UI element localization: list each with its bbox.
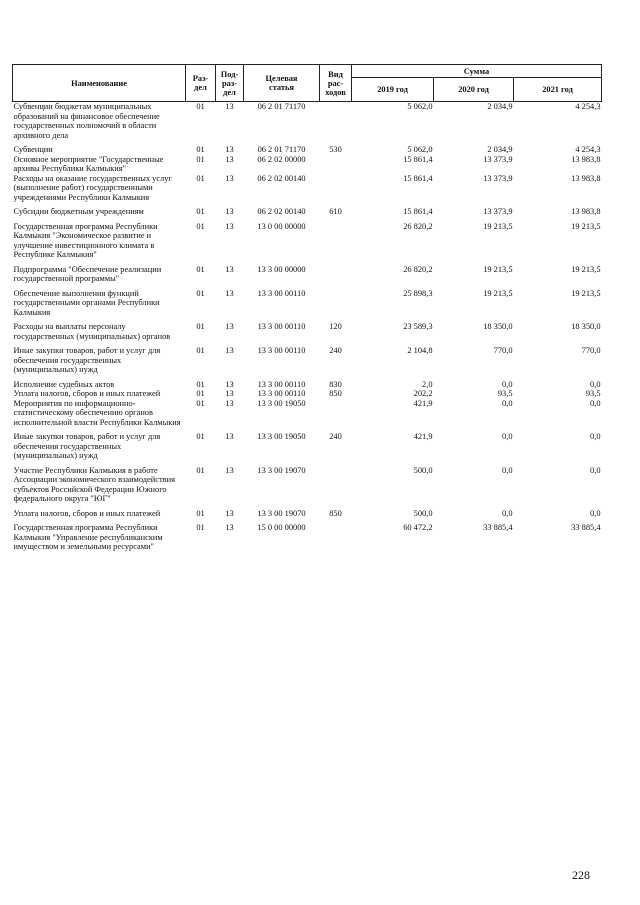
row-razdel: 01 bbox=[196, 154, 205, 164]
row-podrazdel: 13 bbox=[225, 465, 234, 475]
row-2021: 770,0 bbox=[581, 346, 601, 355]
row-razdel: 01 bbox=[196, 102, 205, 111]
row-vid bbox=[320, 102, 352, 146]
row-target: 06 2 01 71170 bbox=[257, 102, 306, 111]
row-podrazdel: 13 bbox=[225, 145, 234, 154]
row-2019: 26 820,2 bbox=[403, 264, 433, 274]
row-target: 13 3 00 19070 bbox=[257, 465, 306, 475]
row-vid: 530 bbox=[329, 145, 342, 154]
row-vid bbox=[320, 289, 352, 323]
row-vid bbox=[320, 222, 352, 265]
row-2020: 19 213,5 bbox=[483, 264, 513, 274]
row-name: Иные закупки товаров, работ и услуг для обеспечения государственных (муниципальных) нужд bbox=[13, 432, 161, 460]
row-2021: 13 983,8 bbox=[571, 173, 601, 183]
row-podrazdel: 13 bbox=[225, 523, 234, 532]
row-2019: 25 898,3 bbox=[403, 288, 433, 298]
row-vid: 850 bbox=[329, 508, 342, 518]
row-2019: 60 472,2 bbox=[403, 523, 433, 532]
row-2019: 15 861,4 bbox=[403, 207, 433, 216]
row-podrazdel: 13 bbox=[225, 102, 234, 111]
page-number: 228 bbox=[572, 868, 590, 882]
row-2020: 13 373,9 bbox=[483, 173, 513, 183]
row-podrazdel: 13 bbox=[225, 154, 234, 164]
row-razdel: 01 bbox=[196, 379, 205, 389]
row-name: Уплата налогов, сборов и иных платежей bbox=[13, 508, 161, 518]
row-2020: 0,0 bbox=[502, 508, 513, 518]
row-2021: 0,0 bbox=[590, 508, 601, 518]
row-2020: 2 034,9 bbox=[487, 102, 513, 111]
row-2019: 26 820,2 bbox=[403, 221, 433, 231]
row-2021: 33 885,4 bbox=[571, 523, 601, 532]
table-row bbox=[13, 102, 602, 146]
table-row bbox=[13, 322, 602, 346]
row-podrazdel: 13 bbox=[225, 346, 234, 355]
row-target: 13 0 00 00000 bbox=[257, 221, 306, 231]
row-2021: 19 213,5 bbox=[571, 288, 601, 298]
row-name: Расходы на выплаты персоналу государственных (муниципальных) органов bbox=[13, 322, 171, 341]
row-target: 13 3 00 00110 bbox=[257, 379, 306, 389]
table-row bbox=[13, 346, 602, 380]
row-2020: 93,5 bbox=[497, 389, 513, 398]
row-2021: 93,5 bbox=[585, 389, 601, 398]
row-2019: 421,9 bbox=[413, 432, 433, 441]
row-razdel: 01 bbox=[196, 346, 205, 355]
row-2020: 0,0 bbox=[502, 379, 513, 389]
row-podrazdel: 13 bbox=[225, 322, 234, 331]
row-name: Иные закупки товаров, работ и услуг для обеспечения государственных (муниципальных) нужд bbox=[13, 346, 161, 374]
row-target: 13 3 00 19050 bbox=[257, 398, 306, 408]
row-target: 13 3 00 00110 bbox=[257, 346, 306, 355]
table-row bbox=[13, 265, 602, 289]
table-row bbox=[13, 174, 602, 208]
table-row bbox=[13, 432, 602, 466]
row-target: 13 3 00 00110 bbox=[257, 288, 306, 298]
row-razdel: 01 bbox=[196, 432, 205, 441]
row-razdel: 01 bbox=[196, 145, 205, 154]
row-2020: 18 350,0 bbox=[483, 322, 513, 331]
row-2020: 33 885,4 bbox=[483, 523, 513, 532]
row-2020: 0,0 bbox=[502, 398, 513, 408]
row-razdel: 01 bbox=[196, 508, 205, 518]
table-row bbox=[13, 222, 602, 265]
row-2019: 15 861,4 bbox=[403, 154, 433, 164]
row-2021: 13 983,8 bbox=[571, 207, 601, 216]
row-vid: 240 bbox=[329, 346, 342, 355]
header-vid bbox=[320, 65, 352, 102]
row-2021: 0,0 bbox=[590, 432, 601, 441]
row-name: Субвенции бюджетам муниципальных образований на финансовое обеспечение государственных полномочий в области архивного дела bbox=[13, 102, 160, 140]
row-2020: 19 213,5 bbox=[483, 221, 513, 231]
row-2019: 5 062,0 bbox=[407, 145, 433, 154]
row-target: 13 3 00 00110 bbox=[257, 322, 306, 331]
row-2020: 13 373,9 bbox=[483, 154, 513, 164]
row-2019: 500,0 bbox=[413, 508, 433, 518]
table-row bbox=[13, 399, 602, 433]
row-vid: 120 bbox=[329, 322, 342, 331]
row-name: Участие Республики Калмыкия в работе Ассоциации экономического взаимодействия субъектов Российской Федерации Южного федерального округа "ЮГ" bbox=[13, 465, 175, 503]
row-name: Субвенции bbox=[13, 145, 53, 154]
row-2020: 770,0 bbox=[493, 346, 513, 355]
row-target: 13 3 00 19050 bbox=[257, 432, 306, 441]
table-row bbox=[13, 509, 602, 524]
row-target: 06 2 02 00140 bbox=[257, 207, 306, 216]
row-name: Подпрограмма "Обеспечение реализации государственной программы" bbox=[13, 264, 162, 283]
row-name: Исполнение судебных актов bbox=[13, 379, 115, 389]
row-razdel: 01 bbox=[196, 288, 205, 298]
header-sum: Сумма bbox=[352, 65, 602, 78]
row-2019: 5 062,0 bbox=[407, 102, 433, 111]
row-razdel: 01 bbox=[196, 389, 205, 398]
row-podrazdel: 13 bbox=[225, 508, 234, 518]
row-2021: 13 983,8 bbox=[571, 154, 601, 164]
row-2019: 23 589,3 bbox=[403, 322, 433, 331]
table-row bbox=[13, 145, 602, 155]
table-row bbox=[13, 207, 602, 222]
row-target: 13 3 00 00000 bbox=[257, 264, 306, 274]
row-podrazdel: 13 bbox=[225, 398, 234, 408]
row-vid: 830 bbox=[329, 379, 342, 389]
header-target-text: Целевая статья bbox=[265, 74, 298, 92]
row-2021: 0,0 bbox=[590, 379, 601, 389]
row-podrazdel: 13 bbox=[225, 432, 234, 441]
row-target: 13 3 00 19070 bbox=[257, 508, 306, 518]
row-2019: 2 104,8 bbox=[407, 346, 433, 355]
row-2019: 500,0 bbox=[413, 465, 433, 475]
row-podrazdel: 13 bbox=[225, 221, 234, 231]
row-2021: 19 213,5 bbox=[571, 221, 601, 231]
header-name: Наименование bbox=[13, 65, 186, 102]
row-razdel: 01 bbox=[196, 523, 205, 532]
row-podrazdel: 13 bbox=[225, 389, 234, 398]
row-2020: 13 373,9 bbox=[483, 207, 513, 216]
row-vid: 240 bbox=[329, 432, 342, 441]
row-2021: 0,0 bbox=[590, 465, 601, 475]
row-name: Расходы на оказание государственных услуг (выполнение работ) государственными учреждениями Республики Калмыкия bbox=[13, 173, 172, 202]
row-vid bbox=[320, 174, 352, 208]
table-body bbox=[13, 102, 602, 557]
row-target: 13 3 00 00110 bbox=[257, 389, 306, 398]
row-razdel: 01 bbox=[196, 398, 205, 408]
row-2019: 421,9 bbox=[413, 398, 433, 408]
header-2020: 2020 год bbox=[434, 78, 514, 102]
table-row bbox=[13, 389, 602, 399]
header-podrazdel bbox=[216, 65, 244, 102]
header-2019: 2019 год bbox=[352, 78, 434, 102]
row-name: Государственная программа Республики Калмыкия "Управление республиканским имуществом и земельными ресурсами" bbox=[13, 523, 163, 551]
table-row bbox=[13, 380, 602, 390]
header-2021: 2021 год bbox=[514, 78, 602, 102]
row-podrazdel: 13 bbox=[225, 379, 234, 389]
row-razdel: 01 bbox=[196, 465, 205, 475]
row-podrazdel: 13 bbox=[225, 288, 234, 298]
row-vid: 610 bbox=[329, 207, 342, 216]
row-2021: 19 213,5 bbox=[571, 264, 601, 274]
row-vid: 850 bbox=[329, 389, 342, 398]
row-target: 06 2 01 71170 bbox=[257, 145, 306, 154]
header-razdel-text: Раз- дел bbox=[192, 74, 209, 92]
row-razdel: 01 bbox=[196, 221, 205, 231]
row-razdel: 01 bbox=[196, 264, 205, 274]
row-razdel: 01 bbox=[196, 173, 205, 183]
row-2021: 0,0 bbox=[590, 398, 601, 408]
header-podrazdel-text: Под- раз- дел bbox=[220, 69, 239, 97]
row-name: Обеспечение выполнения функций государственными органами Республики Калмыкия bbox=[13, 288, 160, 317]
row-podrazdel: 13 bbox=[225, 264, 234, 274]
row-name: Мероприятия по информационно-статистическому обеспечению органов исполнительной власти Республики Калмыкия bbox=[13, 398, 181, 427]
row-vid bbox=[320, 155, 352, 174]
row-razdel: 01 bbox=[196, 207, 205, 216]
row-name: Уплата налогов, сборов и иных платежей bbox=[13, 389, 161, 398]
row-2019: 2,0 bbox=[422, 379, 433, 389]
row-vid bbox=[320, 523, 352, 557]
table-row bbox=[13, 289, 602, 323]
row-name: Основное мероприятие "Государственные архивы Республики Калмыкия" bbox=[13, 154, 164, 173]
row-name: Субсидии бюджетным учреждениям bbox=[13, 207, 144, 216]
header-target bbox=[244, 65, 320, 102]
row-vid bbox=[320, 399, 352, 433]
table-row bbox=[13, 466, 602, 509]
row-2020: 0,0 bbox=[502, 465, 513, 475]
row-razdel: 01 bbox=[196, 322, 205, 331]
row-2020: 0,0 bbox=[502, 432, 513, 441]
row-name: Государственная программа Республики Калмыкия "Экономическое развитие и улучшение инвестиционного климата в Республике Калмыкия" bbox=[13, 221, 158, 259]
row-2019: 15 861,4 bbox=[403, 173, 433, 183]
row-target: 15 0 00 00000 bbox=[257, 523, 306, 532]
row-2020: 19 213,5 bbox=[483, 288, 513, 298]
table-header bbox=[13, 65, 602, 102]
row-vid bbox=[320, 265, 352, 289]
row-2021: 4 254,3 bbox=[575, 102, 601, 111]
row-2020: 2 034,9 bbox=[487, 145, 513, 154]
row-2021: 18 350,0 bbox=[571, 322, 601, 331]
budget-table bbox=[12, 64, 602, 557]
row-podrazdel: 13 bbox=[225, 207, 234, 216]
header-vid-text: Вид рас- ходов bbox=[325, 69, 346, 97]
row-2021: 4 254,3 bbox=[575, 145, 601, 154]
row-podrazdel: 13 bbox=[225, 173, 234, 183]
row-target: 06 2 02 00140 bbox=[257, 173, 306, 183]
row-target: 06 2 02 00000 bbox=[257, 154, 306, 164]
header-razdel bbox=[186, 65, 216, 102]
table-row bbox=[13, 155, 602, 174]
row-vid bbox=[320, 466, 352, 509]
table-row bbox=[13, 523, 602, 557]
row-2019: 202,2 bbox=[413, 389, 433, 398]
